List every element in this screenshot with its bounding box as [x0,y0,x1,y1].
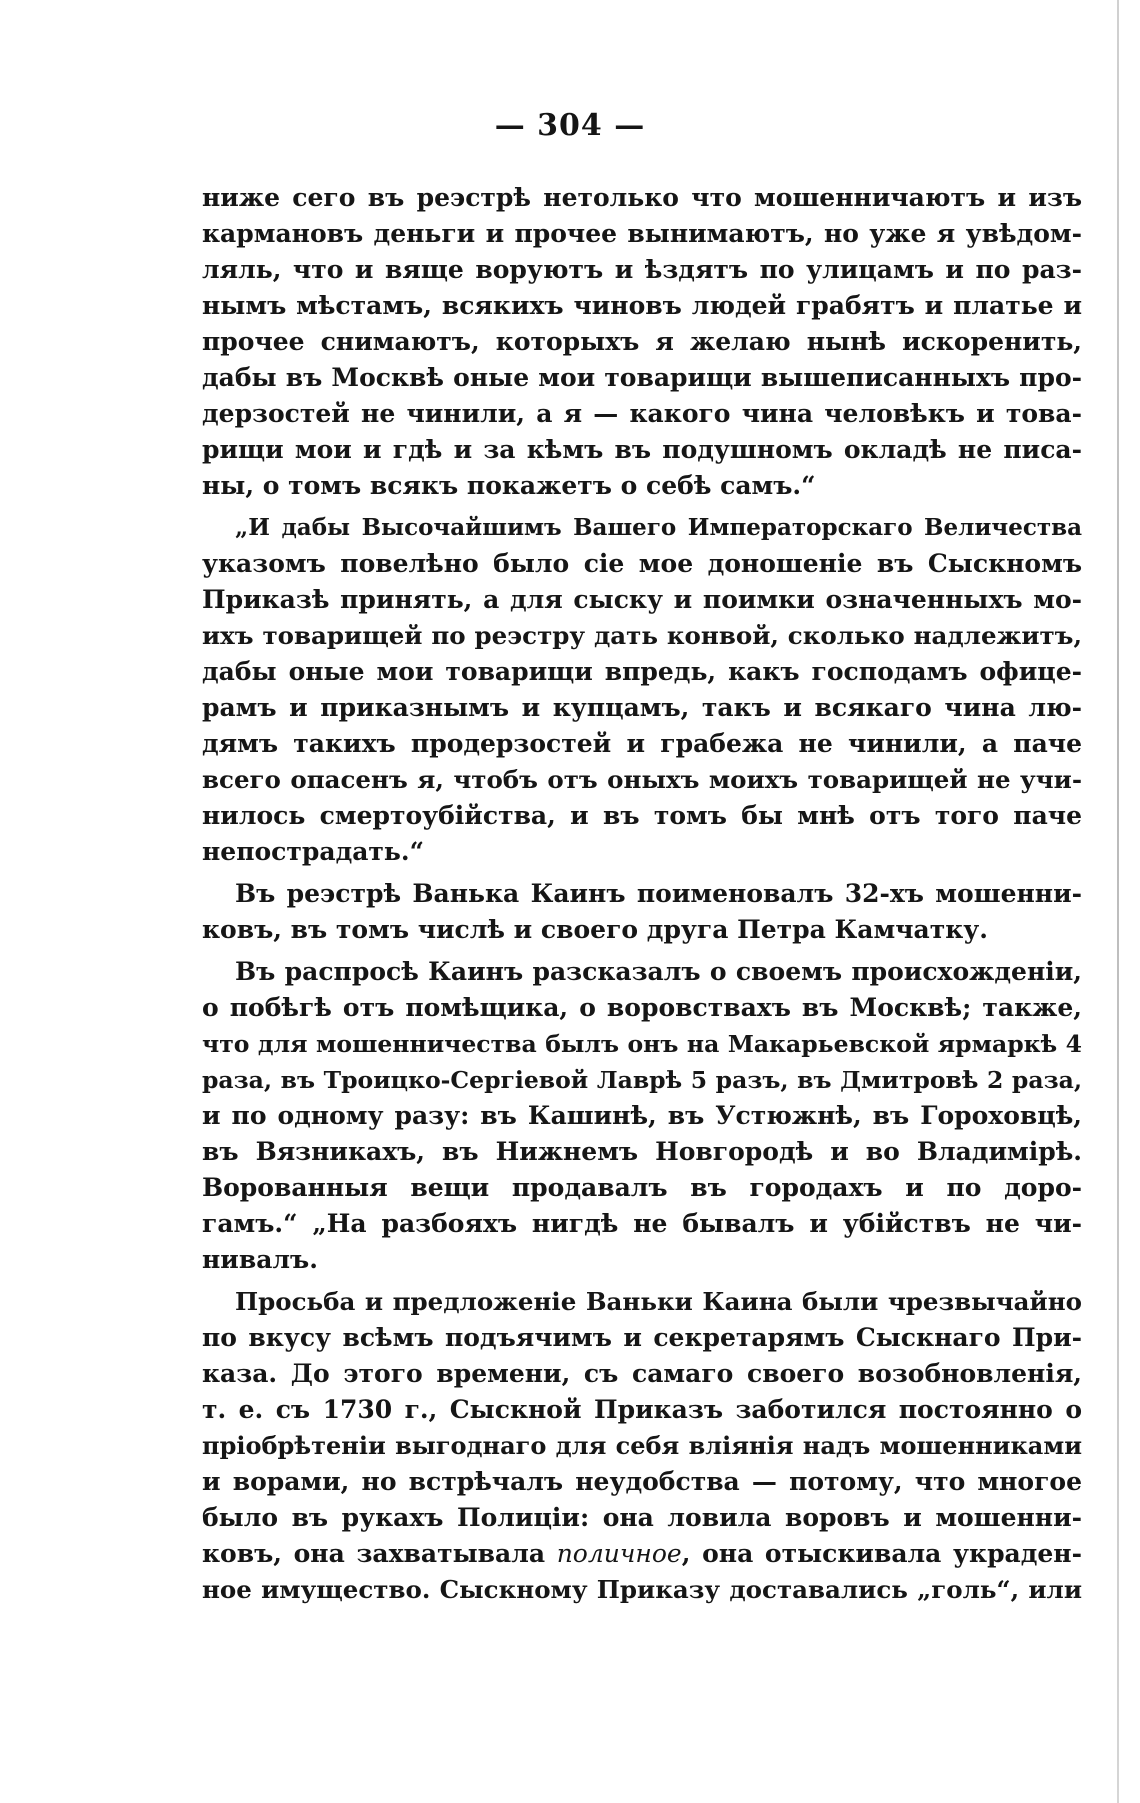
text-line: ниже сего въ реэстрѣ нетолько что мошенничаютъ и изъ [202,183,1082,212]
text-line: прочее снимаютъ, которыхъ я желаю нынѣ искоренить, [202,327,1082,356]
text-line-mixed [202,1536,1082,1572]
text-line: каза. До этого времени, съ самаго своего возобновленія, [202,1359,1082,1388]
text-line: пріобрѣтеніи выгоднаго для себя вліянія надъ мошенниками [202,1431,1082,1460]
text-line: дабы оные мои товарищи впредь, какъ господамъ офице- [202,657,1082,686]
text-line: Приказѣ принять, а для сыску и поимки означенныхъ мо- [202,585,1082,614]
text-line: Въ реэстрѣ Ванька Каинъ поименовалъ 32-хъ мошенни- [235,879,1082,908]
text-line: ны, о томъ всякъ покажетъ о себѣ самъ.“ [202,471,816,500]
text-line: Просьба и предложеніе Ваньки Каина были чрезвычайно [235,1287,1082,1316]
text-line: въ Вязникахъ, въ Нижнемъ Новгородѣ и во Владимірѣ. [202,1137,1082,1166]
text-line: ковъ, въ томъ числѣ и своего друга Петра Камчатку. [202,915,988,944]
text-line: нилось смертоубійства, и въ томъ бы мнѣ отъ того паче [202,801,1082,830]
text-run: ковъ, она захватывала [202,1539,546,1568]
paragraph [202,954,1082,1278]
text-line: раза, въ Троицко-Сергіевой Лаврѣ 5 разъ, въ Дмитровѣ 2 раза, [202,1066,1082,1094]
text-line: дямъ такихъ продерзостей и грабежа не чинили, а паче [202,729,1082,758]
paragraph [202,1284,1082,1608]
text-line: т. е. съ 1730 г., Сыскной Приказъ заботился постоянно о [202,1395,1082,1424]
paragraph [202,876,1082,948]
text-run: , она отыскивала украден- [681,1539,1082,1568]
text-line: непострадать.“ [202,837,424,866]
page-crease-shadow [1117,0,1119,1803]
body-text [202,180,1082,1608]
text-line: „И дабы Высочайшимъ Вашего Императорскаго Величества [235,514,1082,541]
text-line: дабы въ Москвѣ оные мои товарищи вышеписанныхъ про- [202,363,1082,392]
text-line: кармановъ деньги и прочее вынимаютъ, но уже я увѣдом- [202,219,1082,248]
page-number: — 304 — [494,108,646,143]
text-line: дерзостей не чинили, а я — какого чина человѣкъ и това- [202,399,1082,428]
text-line: Въ распросѣ Каинъ разсказалъ о своемъ происхожденіи, [235,957,1082,986]
text-line: и по одному разу: въ Кашинѣ, въ Устюжнѣ, въ Гороховцѣ, [202,1101,1082,1130]
italic-term: поличное [556,1539,682,1568]
text-line: указомъ повелѣно было сіе мое доношеніе въ Сыскномъ [202,549,1082,578]
paragraph [202,180,1082,504]
text-line: Ворованныя вещи продавалъ въ городахъ и по доро- [202,1173,1082,1202]
text-line: рамъ и приказнымъ и купцамъ, такъ и всякаго чина лю- [202,693,1082,722]
text-line: ихъ товарищей по реэстру дать конвой, сколько надлежитъ, [202,621,1082,650]
text-line: было въ рукахъ Полиціи: она ловила воровъ и мошенни- [202,1503,1082,1532]
text-line: всего опасенъ я, чтобъ отъ оныхъ моихъ товарищей не учи- [202,765,1082,794]
text-line: нивалъ. [202,1245,318,1274]
text-line: рищи мои и гдѣ и за кѣмъ въ подушномъ окладѣ не писа- [202,435,1082,464]
text-line: ляль, что и вяще воруютъ и ѣздятъ по улицамъ и по раз- [202,255,1082,284]
text-line: нымъ мѣстамъ, всякихъ чиновъ людей грабятъ и платье и [202,291,1082,320]
text-line: о побѣгѣ отъ помѣщика, о воровствахъ въ Москвѣ; также, [202,993,1082,1022]
text-line: и ворами, но встрѣчалъ неудобства — потому, что многое [202,1467,1082,1496]
text-line: по вкусу всѣмъ подъячимъ и секретарямъ Сыскнаго При- [202,1323,1082,1352]
paragraph [202,510,1082,870]
text-line: ное имущество. Сыскному Приказу доставались „голь“, или [202,1575,1082,1604]
text-line: гамъ.“ „На разбояхъ нигдѣ не бывалъ и убійствъ не чи- [202,1209,1082,1238]
text-line: что для мошенничества былъ онъ на Макарьевской ярмаркѣ 4 [202,1030,1082,1058]
